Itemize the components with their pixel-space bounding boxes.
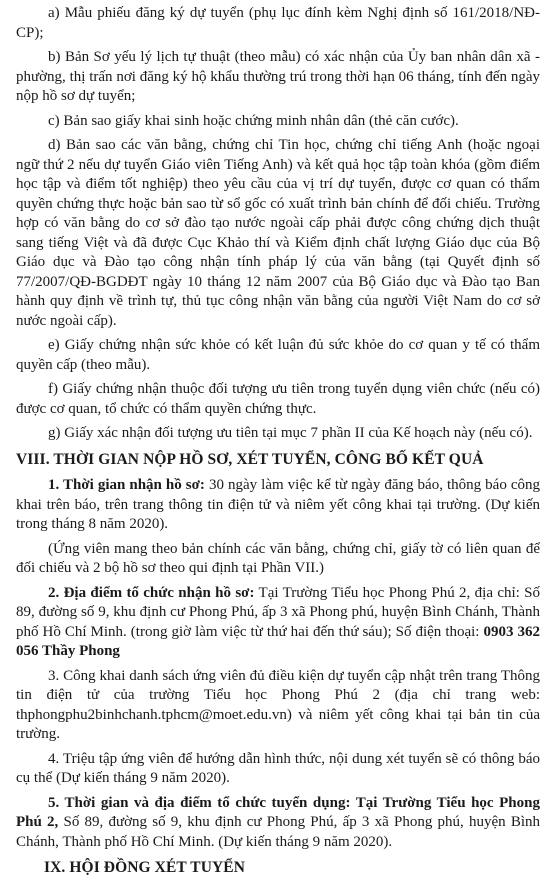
item-b: b) Bản Sơ yếu lý lịch tự thuật (theo mẫu) có xác nhận của Ủy ban nhân dân xã - phường, thị trấn nơi đăng ký hộ khẩu thường trú trong thời hạn 06 tháng, tính đến ngày nộp hồ sơ dự tuyển; [16,49,540,104]
item-1-text: 30 ngày làm việc kể từ ngày đăng báo, thông báo công khai trên báo, trên trang thông tin điện tử và niêm yết công khai tại trường. (Dự kiến trong tháng 8 năm 2020). [16,477,540,532]
section-8-heading: VIII. THỜI GIAN NỘP HỒ SƠ, XÉT TUYỂN, CÔNG BỐ KẾT QUẢ [16,450,484,468]
item-5-label: 5. Thời gian và địa điểm tổ chức tuyển dụng: [48,794,351,811]
item-1-label: 1. Thời gian nhận hồ sơ: [48,477,205,493]
item-2-phone: 0903 362 056 Thầy Phong [16,623,541,659]
item-g: g) Giấy xác nhận đối tượng ưu tiên tại mục 7 phần II của Kế hoạch này (nếu có). [48,425,533,441]
item-e: e) Giấy chứng nhận sức khỏe có kết luận đủ sức khỏe do cơ quan y tế có thẩm quyền cấp (theo mẫu). [16,337,540,373]
section-9-heading: IX. HỘI ĐỒNG XÉT TUYỂN [44,859,246,876]
section-8-item-1-note: (Ứng viên mang theo bản chính các văn bằng, chứng chỉ, giấy tờ có liên quan để đối chiếu và 2 bộ hồ sơ theo qui định tại Phần VII.) [16,540,540,576]
item-5-place: Tại Trường Tiểu học Phong Phú 2, [16,794,540,830]
section-8-item-3: 3. Công khai danh sách ứng viên đủ điều kiện dự tuyển cập nhật trên trang Thông tin điện tử của trường Tiểu học Phong Phú 2 (địa chỉ trang web: thphongphu2binhchanh.tphcm@moet.edu.vn) và niêm yết công khai tại bản tin của trường. [16,667,540,742]
item-a: a) Mẫu phiếu đăng ký dự tuyển (phụ lục đính kèm Nghị định số 161/2018/NĐ-CP); [16,5,540,41]
item-c: c) Bản sao giấy khai sinh hoặc chứng minh nhân dân (thẻ căn cước). [48,112,459,129]
section-8-item-2 [16,584,540,662]
section-8-item-1 [16,476,540,535]
item-2-label: 2. Địa điểm tổ chức nhận hồ sơ: [48,584,255,601]
item-5-text: Số 89, đường số 9, khu định cư Phong Phú, ấp 3 xã Phong phú, huyện Bình Chánh, Thành phố Hồ Chí Minh. (Dự kiến tháng 9 năm 2020). [16,814,540,850]
section-8-item-5 [16,794,540,853]
item-f: f) Giấy chứng nhận thuộc đối tượng ưu tiên trong tuyển dụng viên chức (nếu có) được cơ quan, tổ chức có thẩm quyền chứng thực. [16,381,540,417]
section-8-item-4: 4. Triệu tập ứng viên để hướng dẫn hình thức, nội dung xét tuyển sẽ có thông báo cụ thể (Dự kiến tháng 9 năm 2020). [16,750,540,786]
item-d: d) Bản sao các văn bằng, chứng chỉ Tin học, chứng chỉ tiếng Anh (hoặc ngoại ngữ thứ 2 nếu dự tuyển Giáo viên Tiếng Anh) và kết quả học tập toàn khóa (gồm điểm học tập và điểm tốt nghiệp) theo yêu cầu của vị trí dự tuyển, được cơ quan có thẩm quyền chứng thực hoặc bản sao từ sổ gốc có xuất trình bản chính để đối chiếu. Trường hợp có văn bằng do cơ sở đào tạo nước ngoài cấp phải được công chứng dịch thuật sang tiếng Việt và đã được Cục Khảo thí và Kiểm định chất lượng Giáo dục của Bộ Giáo dục và Đào tạo công nhận tính pháp lý của văn bằng (tại Quyết định số 77/2007/QĐ-BGDĐT ngày 10 tháng 12 năm 2007 của Bộ Giáo dục và Đào tạo Ban hành quy định về trình tự, thủ tục công nhận văn bằng của người Việt Nam do cơ sở nước ngoài cấp). [16,137,540,329]
item-2-text: Tại Trường Tiểu học Phong Phú 2, địa chỉ: Số 89, đường số 9, khu định cư Phong Phú, ấp 3 xã Phong phú, huyện Bình Chánh, Thành phố Hồ Chí Minh. (trong giờ làm việc từ thứ hai đến thứ sáu); Số điện thoại: [16,584,540,640]
